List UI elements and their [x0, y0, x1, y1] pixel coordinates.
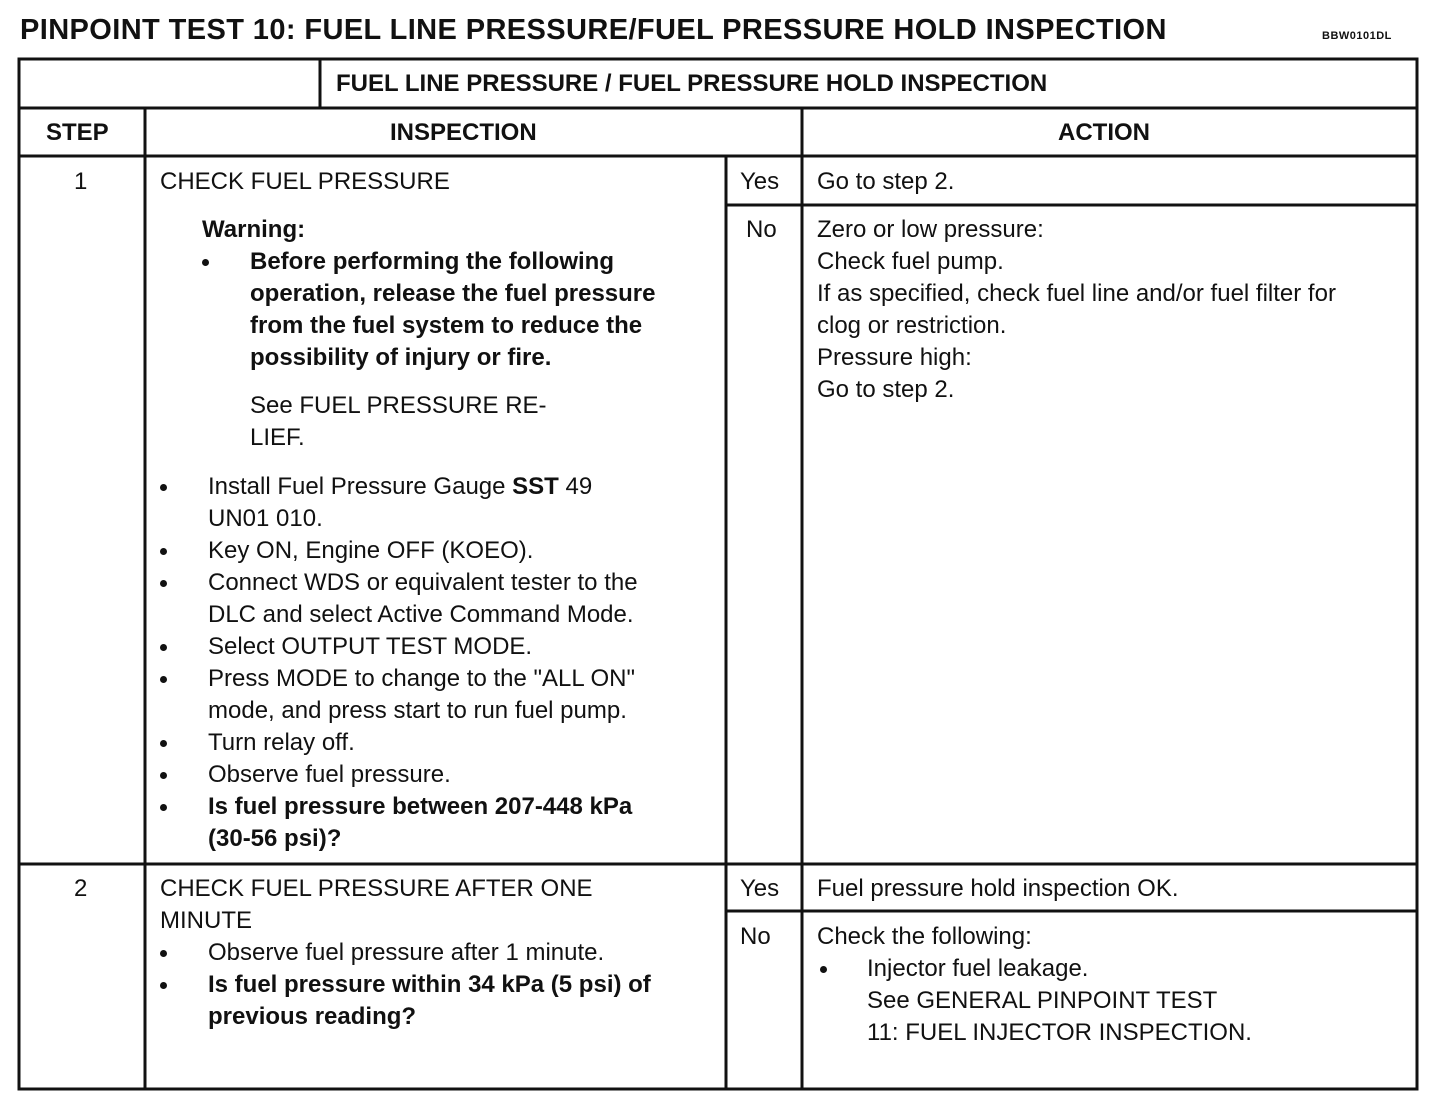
warning-text-line: from the fuel system to reduce the	[250, 312, 643, 339]
bullet-icon	[160, 676, 167, 683]
no-label: No	[740, 923, 771, 950]
no-label: No	[746, 216, 777, 243]
bullet-icon	[160, 548, 167, 555]
inspection-question-cont: (30-56 psi)?	[208, 825, 342, 852]
inspection-bullet: Turn relay off.	[208, 729, 355, 756]
step-number: 2	[74, 875, 88, 902]
inspection-bullet: Connect WDS or equivalent tester to the	[208, 569, 638, 596]
bullet-icon	[160, 644, 167, 651]
no-action-line: Check fuel pump.	[817, 248, 1004, 275]
figure-code: BBW0101DL	[1322, 30, 1392, 42]
inspection-question-cont: previous reading?	[208, 1003, 417, 1030]
col-header-inspection: INSPECTION	[390, 119, 537, 146]
bullet-icon	[160, 484, 167, 491]
inspection-bullet-cont: mode, and press start to run fuel pump.	[208, 697, 627, 724]
bullet-icon	[160, 804, 167, 811]
inspection-bullet: Select OUTPUT TEST MODE.	[208, 633, 533, 660]
step-heading: CHECK FUEL PRESSURE	[160, 168, 450, 195]
no-action-see: 11: FUEL INJECTOR INSPECTION.	[867, 1019, 1252, 1046]
no-action-line: Go to step 2.	[817, 376, 955, 403]
col-header-action: ACTION	[1058, 119, 1150, 146]
yes-action: Go to step 2.	[817, 168, 955, 195]
warning-text-line: possibility of injury or fire.	[250, 344, 552, 371]
inspection-bullet: Press MODE to change to the "ALL ON"	[208, 665, 636, 692]
warning-text-line: Before performing the following	[250, 248, 614, 275]
warning-label: Warning:	[202, 216, 306, 243]
table-header-title: FUEL LINE PRESSURE / FUEL PRESSURE HOLD INSPECTION	[336, 70, 1048, 97]
bullet-icon	[160, 740, 167, 747]
inspection-bullet: Observe fuel pressure.	[208, 761, 451, 788]
bullet-icon	[160, 580, 167, 587]
bullet-icon	[202, 259, 209, 266]
no-action-line: clog or restriction.	[817, 312, 1007, 339]
no-action-line: Check the following:	[817, 923, 1032, 950]
see-reference: LIEF.	[250, 424, 305, 451]
no-action-line: If as specified, check fuel line and/or fuel filter for	[817, 280, 1336, 307]
inspection-bullet-cont: DLC and select Active Command Mode.	[208, 601, 634, 628]
inspection-bullet: Install Fuel Pressure Gauge SST 49	[208, 473, 593, 500]
bullet-icon	[160, 772, 167, 779]
bullet-icon	[160, 950, 167, 957]
page-title: PINPOINT TEST 10: FUEL LINE PRESSURE/FUEL PRESSURE HOLD INSPECTION	[20, 14, 1167, 46]
no-action-see: See GENERAL PINPOINT TEST	[867, 987, 1218, 1014]
see-reference: See FUEL PRESSURE RE-	[250, 392, 547, 419]
warning-text-line: operation, release the fuel pressure	[250, 280, 656, 307]
inspection-question: Is fuel pressure within 34 kPa (5 psi) of	[208, 971, 651, 998]
step-heading-cont: MINUTE	[160, 907, 252, 934]
inspection-question: Is fuel pressure between 207-448 kPa	[208, 793, 633, 820]
inspection-bullet: Observe fuel pressure after 1 minute.	[208, 939, 605, 966]
yes-action: Fuel pressure hold inspection OK.	[817, 875, 1179, 902]
no-action-line: Pressure high:	[817, 344, 972, 371]
step-heading: CHECK FUEL PRESSURE AFTER ONE	[160, 875, 593, 902]
no-action-bullet: Injector fuel leakage.	[867, 955, 1089, 982]
col-header-step: STEP	[46, 119, 109, 146]
bullet-icon	[160, 982, 167, 989]
step-number: 1	[74, 168, 88, 195]
inspection-bullet: Key ON, Engine OFF (KOEO).	[208, 537, 534, 564]
bullet-icon	[820, 966, 827, 973]
no-action-line: Zero or low pressure:	[817, 216, 1044, 243]
inspection-bullet-cont: UN01 010.	[208, 505, 323, 532]
yes-label: Yes	[740, 875, 780, 902]
yes-label: Yes	[740, 168, 780, 195]
